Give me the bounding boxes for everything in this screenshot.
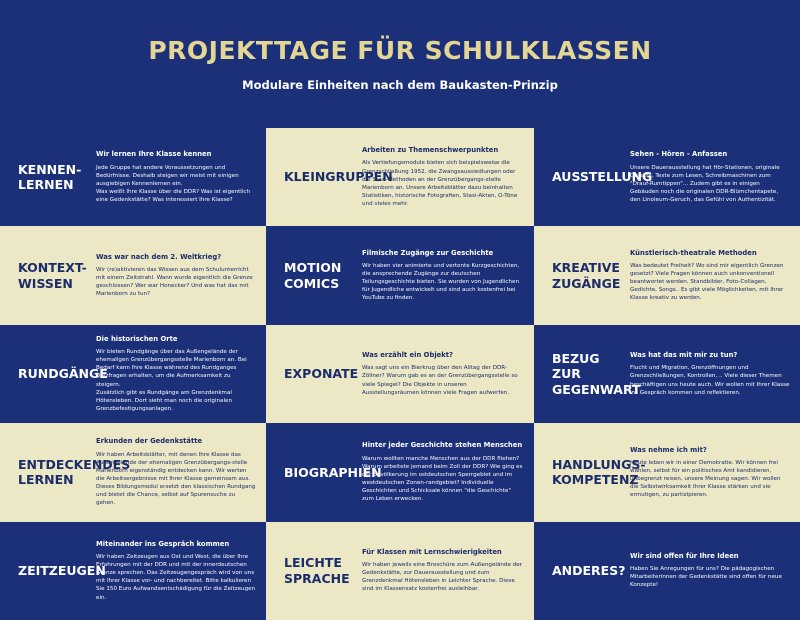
- tile-body: [362, 146, 534, 208]
- tile-body: [96, 253, 266, 299]
- tile-exponate: [266, 325, 534, 423]
- tile-text: Wir haben vier animierte und vertonte Kurzgeschichten, die ansprechende Zugänge zur deutschen Teilungsgeschichte bieten. Sie wurden von Jugendlichen für Jugendliche entwickelt und sind auch kostenfrei bei YouTube zu finden.: [362, 262, 520, 302]
- tile-leichte-sprache: [266, 522, 534, 620]
- tile-kontextwissen: [0, 226, 266, 324]
- tile-title: MOTION COMICS: [284, 259, 342, 291]
- tile-heading: Was erzählt ein Objekt?: [362, 351, 453, 360]
- tile-body: [630, 351, 800, 397]
- tile-body: [362, 548, 534, 594]
- tile-kreative-zugaenge: [534, 226, 800, 324]
- tile-heading: Sehen - Hören - Anfassen: [630, 150, 728, 159]
- tile-text: Unsere Dauerausstellung hat Hör-Stationen, originale Objekte, Texte zum Lesen, Schreibmaschinen zum "Drauf-Rumtippen"... Zudem gibt es in einigen Gebäuden noch die originalen DDR-Blümchentapete, den Linoleum-Geruch, das Gefühl von Authentizität.: [630, 164, 780, 203]
- tile-body: [362, 351, 534, 397]
- tile-title: AUSSTELLUNG: [552, 169, 653, 185]
- tile-title: KREATIVE ZUGÄNGE: [552, 259, 621, 291]
- module-grid: [0, 128, 800, 620]
- tile-title: KONTEXT- WISSEN: [18, 259, 87, 291]
- tile-title: HANDLUNGS- KOMPETENZ: [552, 456, 646, 488]
- tile-body: [362, 441, 534, 503]
- tile-handlungskompetenz: [534, 423, 800, 521]
- tile-text: Als Vertiefungsmodule bieten sich beispielsweise die Grenzschließung 1952, die Zwangsaussiedlungen oder die Stasi-Methoden an der Grenzübergangs-stelle Marienborn an. Unsere Arbeitsblätter dazu beinhalten Statistiken, historische Fotografien, Stasi-Akten, O-Töne und vieles mehr.: [362, 160, 518, 207]
- tile-heading: Wir lernen Ihre Klasse kennen: [96, 150, 212, 159]
- tile-title: KLEINGRUPPEN: [284, 169, 393, 185]
- tile-title: RUNDGÄNGE: [18, 366, 108, 382]
- tile-body: [96, 437, 266, 507]
- tile-heading: Künstlerisch-theatrale Methoden: [630, 248, 757, 257]
- tile-heading: Was nehme ich mit?: [630, 445, 707, 454]
- tile-motion-comics: [266, 226, 534, 324]
- tile-heading: Die historischen Orte: [96, 334, 178, 343]
- tile-heading: Was war nach dem 2. Weltkrieg?: [96, 252, 222, 261]
- tile-text: Warum wollten manche Menschen aus der DDR fliehen? Warum arbeitete jemand beim Zoll der DDR? Wie ging es der Bevölkerung im ostdeutschen Sperrgebiet und im westdeutschen Zonen-randgebiet? Individuelle Geschichten und Schicksale können "die Geschichte" zum Leben erwecken.: [362, 455, 523, 503]
- tile-body: [630, 446, 800, 500]
- tile-heading: Arbeiten zu Themenschwerpunkten: [362, 146, 499, 155]
- tile-title: LEICHTE SPRACHE: [284, 555, 350, 586]
- tile-title: ANDERES?: [552, 562, 626, 578]
- tile-title: BIOGRAPHIEN: [284, 464, 382, 480]
- tile-heading: Wir sind offen für Ihre Ideen: [630, 552, 739, 561]
- tile-text: Was sagt uns ein Bierkrug über den Alltag der DDR-Zöllner? Warum gab es an der Grenzübergangsstelle so viele Spiegel? Die Objekte in unseren Ausstellungsräumen können viele Fragen aufwerfen.: [362, 365, 518, 396]
- tile-zeitzeugen: [0, 522, 266, 620]
- tile-text: Wir haben Arbeitsblätter, mit denen Ihre Klasse das Außengelände der ehemaligen Grenzübergangs-stelle Marienborn eigenständig entdecken kann. Wir werten die Arbeitsergebnisse mit Ihrer Klasse gemeinsam aus. Dieses Bildungsmodul ersetzt den klassischen Rundgang und bietet die Chance, selbst auf Spurensuche zu gehen.: [96, 451, 256, 507]
- tile-text: Jede Gruppe hat andere Voraussetzungen und Bedürfnisse. Deshalb steigen wir meist mit einigen ausgiebigen Kennenlernen ein. Was weißt Ihre Klasse über die DDR? Was ist eigentlich eine Gedenkstätte? Was interessiert Ihre Klasse?: [96, 164, 251, 203]
- tile-text: Wir haben jeweils eine Broschüre zum Außengelände der Gedenkstätte, zur Dauerausstellung und zum Grenzdenkmal Hötensleben in Leichter Sprache. Diese sind im Klassensatz kostenfrei ausleihbar.: [362, 562, 522, 593]
- tile-heading: Für Klassen mit Lernschwierigkeiten: [362, 547, 502, 556]
- tile-text: Heute leben wir in einer Demokratie. Wir können frei wählen, selbst für ein politisches Amt kandidieren, unbegrenzt reisen, unsere Meinung sagen. Wir wollen die Selbstwirksamkeit Ihrer Klasse stärken und sie ermutigen, zu partizipieren.: [630, 459, 781, 499]
- tile-entdeckendes-lernen: [0, 423, 266, 521]
- tile-text: Was bedeutet Freiheit? Wo sind mir eigentlich Grenzen gesetzt? Viele Fragen können auch unkonventionell beantwortet werden. Standbilder, Foto-Collagen, Gedichte, Songs.. Es gibt viele Möglichkeiten, mit Ihrer Klasse kreativ zu werden.: [630, 262, 784, 302]
- tile-text: Flucht und Migration, Grenzöffnungen und Grenzschließungen, Kontrollen, .. Viele dieser Themen beschäftigen uns heute auch. Wir wollen mit Ihrer Klasse ins Gespräch kommen und reflektieren.: [630, 365, 790, 396]
- tile-body: [630, 552, 800, 589]
- tile-title: ENTDECKENDES LERNEN: [18, 456, 131, 488]
- tile-heading: Miteinander ins Gespräch kommen: [96, 539, 230, 548]
- tile-biographien: [266, 423, 534, 521]
- tile-heading: Was hat das mit mir zu tun?: [630, 351, 738, 360]
- tile-kennenlernen: [0, 128, 266, 226]
- tile-heading: Filmische Zugänge zur Geschichte: [362, 248, 494, 257]
- tile-body: [96, 540, 266, 602]
- tile-body: [630, 150, 800, 204]
- page-subtitle: Modulare Einheiten nach dem Baukasten-Prinzip: [242, 78, 558, 92]
- tile-title: KENNEN- LERNEN: [18, 161, 82, 193]
- tile-title: EXPONATE: [284, 366, 359, 382]
- tile-text: Wir haben Zeitzeugen aus Ost und West, die über Ihre Erfahrungen mit der DDR und mit der innerdeutschen Grenze sprechen. Das Zeitzeugengespräch wird von uns mit Ihrer Klasse vor- und nachbereitet. Bitte kalkulieren Sie 150 Euro Aufwandsentschädigung für die Zeitzeugen ein.: [96, 554, 256, 601]
- tile-body: [362, 249, 534, 303]
- tile-title: ZEITZEUGEN: [18, 562, 106, 578]
- tile-text: Haben Sie Anregungen für uns? Die pädagogischen Mitarbeiterinnen der Gedenkstätte sind offen für neue Konzepte!: [630, 566, 782, 589]
- tile-text: Wir (re)aktivieren das Wissen aus dem Schulunterricht mit einem Zeitstrahl. Wann wurde eigentlich die Grenze geschlossen? Wer war Honecker? Und was hat das mit Marienborn zu tun?: [96, 266, 253, 298]
- tile-rundgaenge: [0, 325, 266, 423]
- tile-ausstellung: [534, 128, 800, 226]
- tile-heading: Hinter jeder Geschichte stehen Menschen: [362, 441, 523, 450]
- tile-bezug-gegenwart: [534, 325, 800, 423]
- tile-kleingruppen: [266, 128, 534, 226]
- tile-title: BEZUG ZUR GEGENWART: [552, 350, 641, 397]
- tile-body: [96, 335, 266, 413]
- tile-body: [96, 150, 266, 204]
- page-title: PROJEKTTAGE FÜR SCHULKLASSEN: [148, 36, 652, 65]
- tile-anderes: [534, 522, 800, 620]
- tile-heading: Erkunden der Gedenkstätte: [96, 437, 203, 446]
- tile-text: Wir bieten Rundgänge über das Außengelände der ehemaligen Grenzübergangsstelle Marienborn an. Bei Bedarf kann Ihre Klasse während des Rundganges Quizfragen erhalten, um die Aufmerksamkeit zu steigern. Zusätzlich gibt es Rundgänge am Grenzdenkmal Hötensleben. Dort sieht man noch die originalen Grenzbefestigungsanlagen.: [96, 349, 247, 412]
- tile-body: [630, 249, 800, 303]
